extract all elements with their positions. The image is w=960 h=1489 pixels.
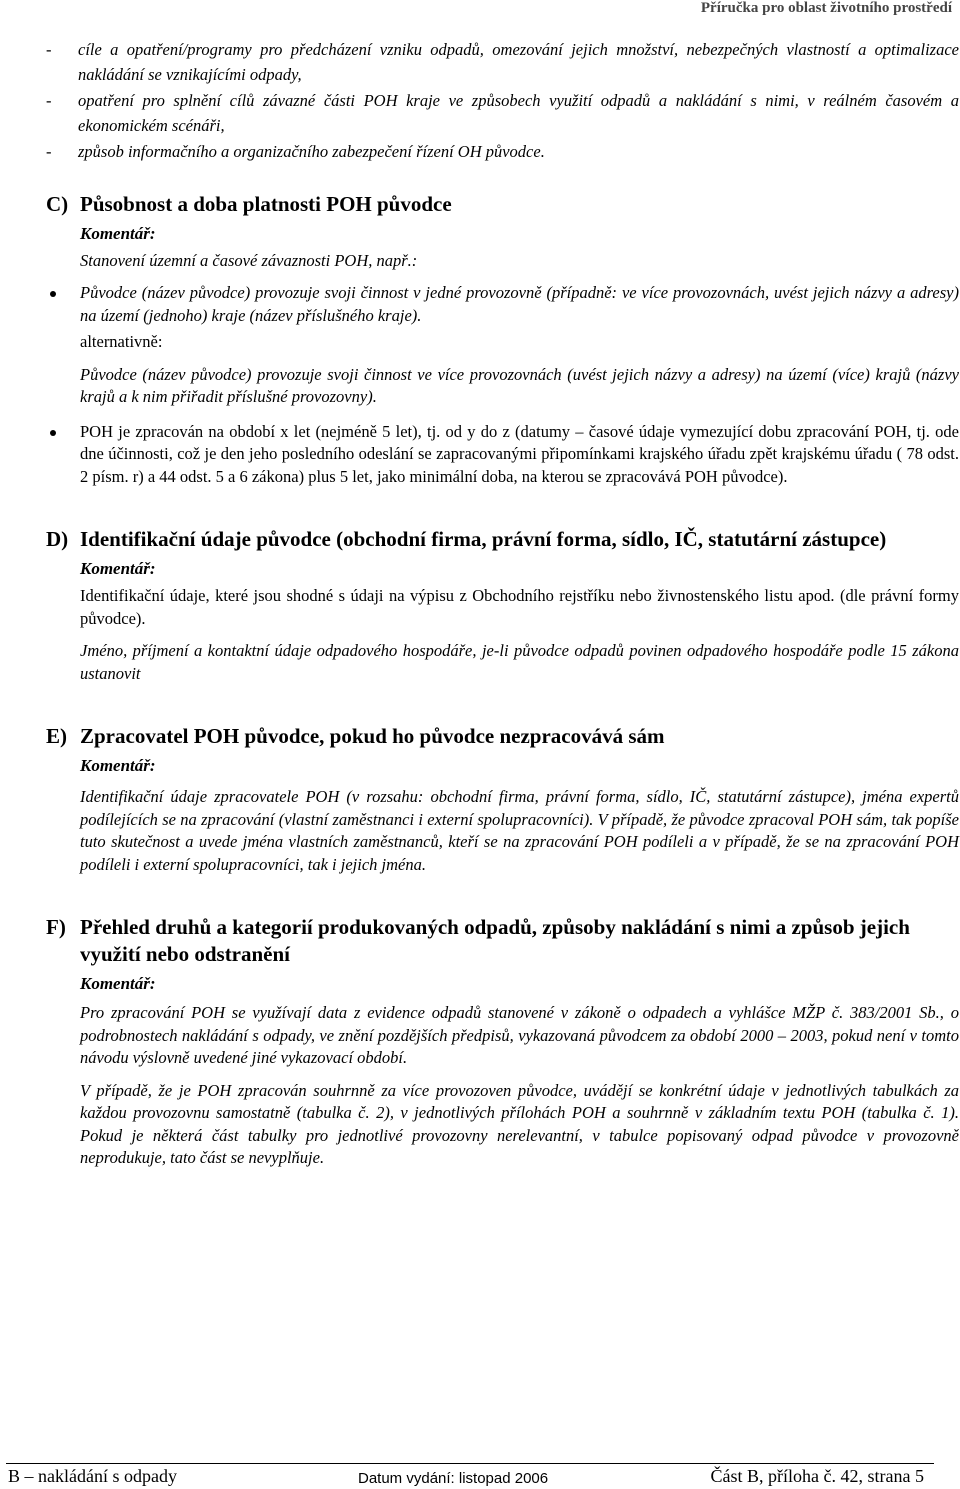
- list-item: - opatření pro splnění cílů závazné části POH kraje ve způsobech využití odpadů a nakládání s nimi, v reálném časovém a ekonomickém scénáři,: [46, 91, 959, 135]
- running-header: Příručka pro oblast životního prostředí: [700, 0, 952, 16]
- section-c: [46, 191, 959, 489]
- comment-label: Komentář:: [80, 756, 156, 775]
- footer-page-number: Část B, příloha č. 42, strana 5: [710, 1466, 924, 1486]
- section-d: D) Identifikační údaje původce (obchodní firma, právní forma, sídlo, IČ, statutární zástupce) Komentář: Identifikační údaje, které jsou shodné s údaji na výpisu z Obchodního rejstříku nebo živnostenského listu apod. (dle právní formy původce). Jméno, příjmení a kontaktní údaje odpadového hospodáře, je-li původce odpadů povinen odpadového hospodáře podle 15 zákona ustanovit: [46, 527, 959, 683]
- footer-divider: [6, 1463, 934, 1464]
- bullet-icon: [50, 291, 56, 297]
- section-heading: D) Identifikační údaje původce (obchodní firma, právní forma, sídlo, IČ, statutární zástupce): [46, 527, 887, 551]
- section-heading: E) Zpracovatel POH původce, pokud ho původce nezpracovává sám: [46, 724, 665, 748]
- page-content: [46, 38, 959, 1170]
- list-item: Původce (název původce) provozuje svoji činnost v jedné provozovně (případně: ve více provozovnách, uvést jejich názvy a adresy) na území (jednoho) kraje (název příslušného kraje). alternativně: Původce (název původce) provozuje svoji činnost ve více provozovnách (uvést jejich názvy a adresy) na území (více) krajů (názvy krajů a k nim přiřadit příslušné provozovny).: [80, 282, 959, 409]
- section-e: E) Zpracovatel POH původce, pokud ho původce nezpracovává sám Komentář: Identifikační údaje zpracovatele POH (v rozsahu: obchodní firma, právní forma, sídlo, IČ, statutární zástupce), jména expertů podílejících se na zpracování (vlastní zaměstnanci i externí spolupracovníci). V případě, že původce zpracoval POH sám, tak popíše tuto skutečnost a uvede jména vlastních zaměstnanců, kteří se na zpracování POH podíleli a v případě, že se na zpracování POH podíleli i externí spolupracovníci, tak i jejich jména.: [46, 724, 959, 874]
- alternative-label: alternativně:: [80, 332, 163, 351]
- section-f: F) Přehled druhů a kategorií produkovaných odpadů, způsoby nakládání s nimi a způsob jejich využití nebo odstranění Komentář: Pro zpracování POH se využívají data z evidence odpadů stanovené v zákoně o odpadech a vyhlášce MŽP č. 383/2001 Sb., o podrobnostech nakládání s odpady, ve znění pozdějších předpisů, vykazovaná původcem za období 2000 – 2003, pokud není v tomto návodu výslovně uvedené jiné vykazovací období. V případě, že je POH zpracován souhrnně za více provozoven původce, uvádějí se konkrétní údaje v jednotlivých tabulkách za každou provozovnu samostatně (tabulka č. 2), v jednotlivých přílohách POH a souhrnně v základním textu POH (tabulka č. 1). Pokud je některá část tabulky pro jednotlivé provozovny nerelevantní, v tabulce popisovaný odpad původce v provozovně neprodukuje, tato část se nevyplňuje.: [46, 915, 959, 1167]
- list-item: - způsob informačního a organizačního zabezpečení řízení OH původce.: [46, 142, 545, 161]
- lead-text: Stanovení územní a časové závaznosti POH, např.:: [80, 250, 418, 270]
- intro-list: [46, 38, 959, 165]
- bullet-list: [80, 282, 959, 488]
- bullet-icon: [50, 430, 56, 436]
- comment-label: Komentář:: [80, 223, 156, 243]
- section-heading: C) Působnost a doba platnosti POH původce: [46, 191, 452, 216]
- footer-date: Datum vydání: listopad 2006: [358, 1470, 549, 1487]
- section-heading: F) Přehled druhů a kategorií produkovaných odpadů, způsoby nakládání s nimi a způsob jejich využití nebo odstranění: [46, 915, 910, 966]
- footer-section-label: B – nakládání s odpady: [8, 1466, 177, 1486]
- list-item: - cíle a opatření/programy pro předcházení vzniku odpadů, omezování jejich množství, nebezpečných vlastností a optimalizace nakládání se vznikajícími odpady,: [46, 40, 959, 84]
- comment-label: Komentář:: [80, 559, 156, 578]
- list-item: POH je zpracován na období x let (nejméně 5 let), tj. od y do z (datumy – časové údaje vymezující dobu zpracování POH, tj. ode dne účinnosti, což je den jeho posledního odeslání se zapracovanými připomínkami krajského úřadu zpět krajskému úřadu ( 78 odst. 2 písm. r) a 44 odst. 5 a 6 zákona) plus 5 let, jako minimální doba, na kterou se zpracovává POH původce).: [80, 421, 959, 489]
- comment-label: Komentář:: [80, 974, 156, 993]
